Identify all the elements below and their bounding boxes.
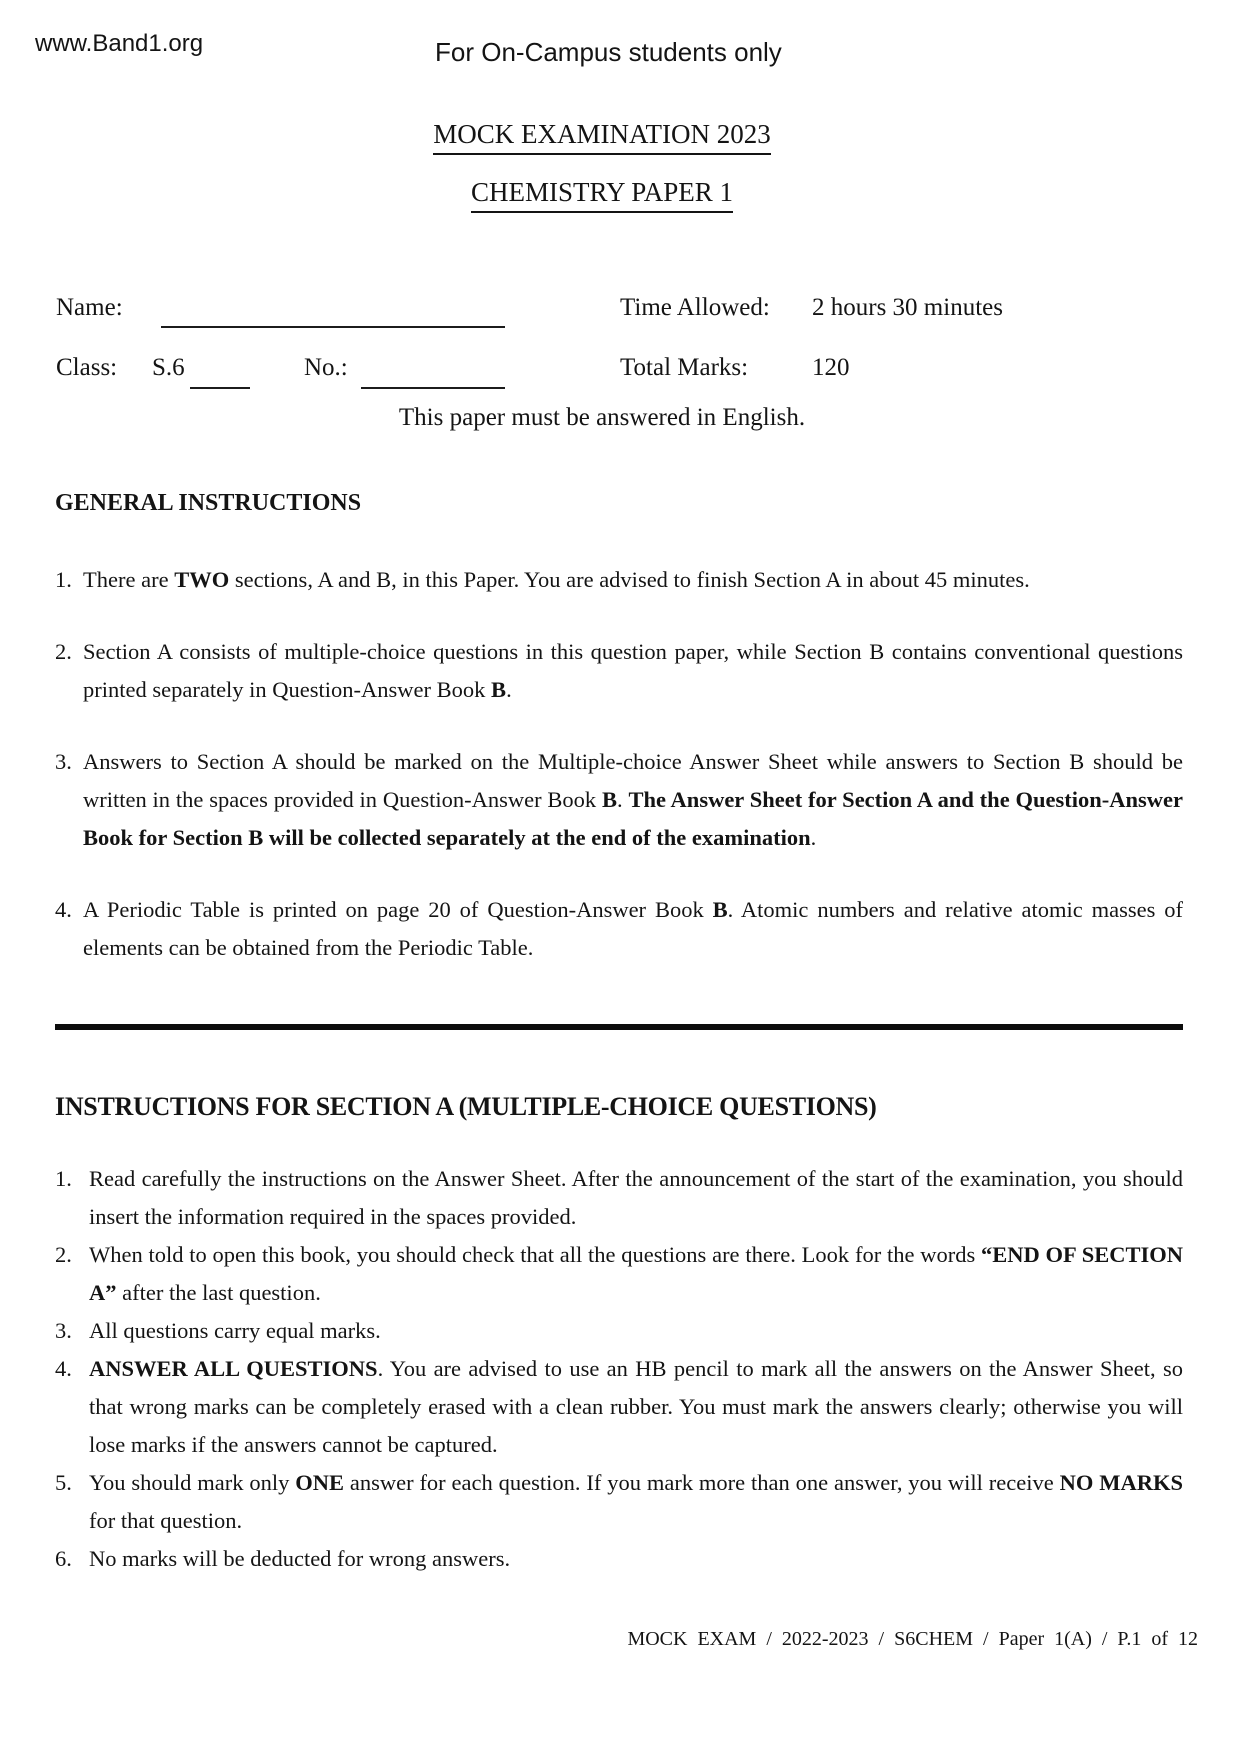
item-number: 3. [55, 1318, 72, 1343]
item-text: You should mark only ONE answer for each question. If you mark more than one answer, you will receive NO MARKS for that question. [89, 1470, 1183, 1533]
header-note: For On-Campus students only [435, 37, 782, 67]
instruction-item [55, 1464, 1183, 1540]
instruction-item [55, 1350, 1183, 1464]
time-allowed-value: 2 hours 30 minutes [812, 294, 1003, 321]
class-value: S.6 [152, 354, 185, 381]
language-note: This paper must be answered in English. [398, 404, 806, 431]
item-text: Section A consists of multiple-choice questions in this question paper, while Section B contains conventional questions printed separately in Question-Answer Book B. [83, 639, 1183, 702]
item-number: 3. [55, 749, 72, 774]
section-a-heading: INSTRUCTIONS FOR SECTION A (MULTIPLE-CHOICE QUESTIONS) [55, 1092, 877, 1121]
total-marks-value: 120 [812, 354, 850, 381]
item-number: 6. [55, 1546, 72, 1571]
item-number: 2. [55, 1242, 72, 1267]
instruction-item [55, 633, 1183, 709]
instruction-item [55, 1160, 1183, 1236]
item-text: Read carefully the instructions on the Answer Sheet. After the announcement of the start of the examination, you should insert the information required in the spaces provided. [89, 1166, 1183, 1229]
item-number: 2. [55, 639, 72, 664]
no-blank-line [361, 356, 505, 389]
general-instructions-list [55, 561, 1183, 1001]
paper-title-row [0, 177, 1204, 213]
instruction-item [55, 1312, 1183, 1350]
class-label: Class: [56, 354, 118, 381]
instruction-item [55, 891, 1183, 967]
item-number: 1. [55, 1166, 72, 1191]
instruction-item [55, 743, 1183, 857]
item-text: ANSWER ALL QUESTIONS. You are advised to use an HB pencil to mark all the answers on the Answer Sheet, so that wrong marks can be completely erased with a clean rubber. You must mark the answers clearly; otherwise you will lose marks if the answers cannot be captured. [89, 1356, 1183, 1457]
class-blank-line [190, 356, 250, 389]
item-number: 4. [55, 1356, 72, 1381]
exam-title: MOCK EXAMINATION 2023 [433, 119, 771, 155]
item-text: No marks will be deducted for wrong answers. [89, 1546, 511, 1571]
item-number: 1. [55, 567, 72, 592]
section-a-instructions-list [55, 1160, 1183, 1578]
instruction-item [55, 561, 1183, 599]
section-divider [55, 1024, 1183, 1030]
exam-title-row [0, 119, 1204, 155]
item-text: Answers to Section A should be marked on the Multiple-choice Answer Sheet while answers to Section B should be written in the spaces provided in Question-Answer Book B. The Answer Sheet for Section A and the Question-Answer Book for Section B will be collected separately at the end of the examination. [83, 749, 1183, 850]
item-text: A Periodic Table is printed on page 20 of Question-Answer Book B. Atomic numbers and relative atomic masses of elements can be obtained from the Periodic Table. [83, 897, 1183, 960]
no-label: No.: [304, 354, 348, 381]
paper-title: CHEMISTRY PAPER 1 [471, 177, 733, 213]
item-number: 4. [55, 897, 72, 922]
item-text: When told to open this book, you should check that all the questions are there. Look for the words “END OF SECTION A” after the last question. [89, 1242, 1183, 1305]
item-text: All questions carry equal marks. [89, 1318, 381, 1343]
page-footer: MOCK EXAM / 2022-2023 / S6CHEM / Paper 1(A) / P.1 of 12 [627, 1628, 1198, 1650]
general-instructions-heading: GENERAL INSTRUCTIONS [55, 490, 362, 516]
name-label: Name: [56, 294, 123, 321]
name-blank-line [161, 296, 505, 328]
instruction-item [55, 1236, 1183, 1312]
site-url: www.Band1.org [35, 30, 204, 57]
instruction-item [55, 1540, 1183, 1578]
item-number: 5. [55, 1470, 72, 1495]
time-allowed-label: Time Allowed: [620, 294, 770, 321]
item-text: There are TWO sections, A and B, in this Paper. You are advised to finish Section A in about 45 minutes. [83, 567, 1030, 592]
total-marks-label: Total Marks: [620, 354, 749, 381]
